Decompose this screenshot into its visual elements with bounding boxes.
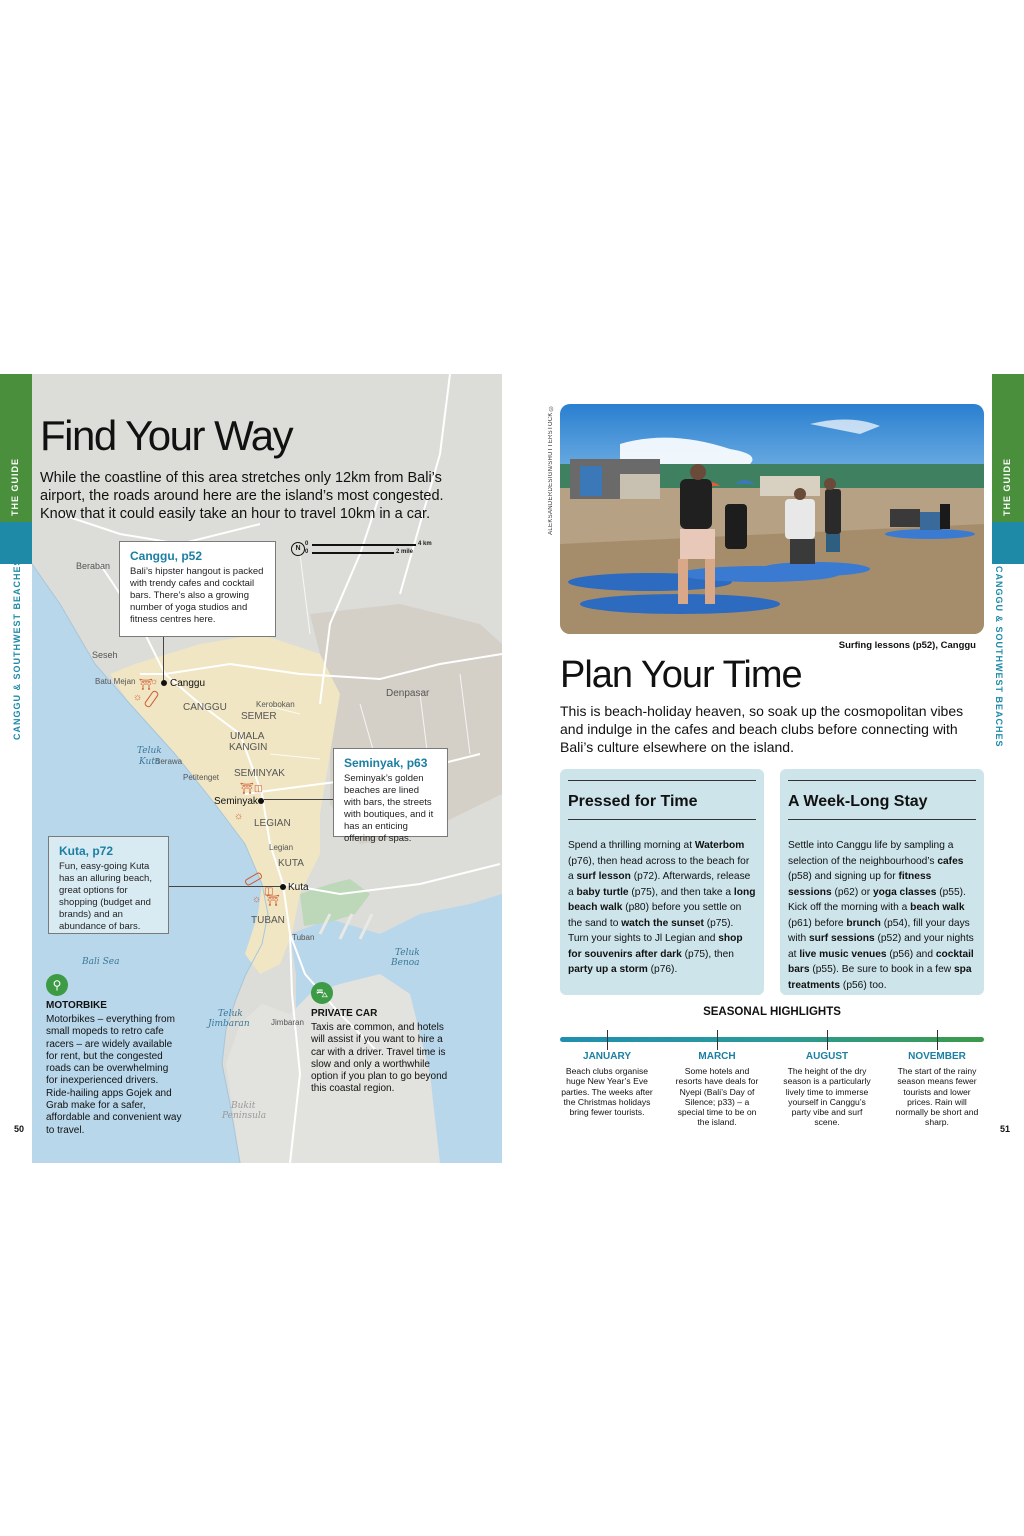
map-label-teluk-benoa-2: Benoa [391, 958, 420, 968]
timeline-tick [607, 1030, 608, 1050]
map-label-teluk-jimbaran-1: Teluk [218, 1009, 243, 1019]
map-marker-kuta [280, 884, 286, 890]
callout-kuta-title: Kuta, p72 [59, 844, 114, 858]
car-title: PRIVATE CAR [311, 1008, 378, 1019]
map-label-berawa: Berawa [155, 757, 183, 766]
season-month-august: AUGUST [805, 1051, 849, 1062]
body-text: (p62) or [831, 886, 873, 898]
body-text: Settle into Canggu life by sampling a selection of the neighbourhood’s [788, 840, 954, 867]
map-label-teluk-kuta-2: Kuta [139, 757, 161, 767]
map-label-kerobokan: Kerobokan [256, 700, 295, 709]
page-number-right: 51 [1000, 1124, 1011, 1134]
season-month-november: NOVEMBER [908, 1051, 966, 1062]
body-text: (p55). Kick off the morning with a [788, 886, 966, 913]
highlight-text: brunch [846, 917, 881, 929]
guide-tab-right [992, 374, 1024, 522]
sun-icon: ☼ [133, 692, 143, 703]
callout-seminyak-leader [264, 799, 333, 800]
scale-bar-km [312, 544, 416, 546]
map-marker-canggu [161, 680, 167, 686]
body-text: (p80) before you settle on the sand to [568, 902, 742, 929]
highlight-text: beach walk [910, 902, 965, 913]
body-text: (p72). Afterwards, release a [568, 871, 751, 898]
map-label-kuta-area: KUTA [278, 858, 304, 869]
timeline-tick [827, 1030, 828, 1050]
season-desc-november: The start of the rainy season means fewer tourists and lower prices. Rain will normally be short and sharp. [895, 1066, 979, 1128]
sun-icon: ☼ [234, 811, 244, 822]
timeline-tick [937, 1030, 938, 1050]
map-label-seminyak-town: Seminyak [214, 796, 258, 807]
season-desc-august: The height of the dry season is a particularly lively time to immerse yourself in Canggu’s party vibe and surf scene. [783, 1066, 871, 1128]
sun-icon: ☼ [252, 894, 262, 905]
motorbike-body: Motorbikes – everything from small mopeds to retro cafe racers – are widely available for rent, but the congested roads can be overwhelming for inexperienced drivers. Ride-hailing apps Gojek and Grab make for a safer, affordable and convenient way to travel. [46, 1014, 182, 1136]
week-long-stay-box [780, 769, 984, 995]
temple-icon: ⛩ [266, 895, 280, 907]
season-month-march: MARCH [698, 1051, 736, 1062]
callout-kuta [48, 836, 169, 934]
plan-title: Plan Your Time [560, 654, 802, 696]
body-text: (p55). Be sure to book in a few [809, 964, 954, 975]
callout-kuta-body: Fun, easy-going Kuta has an alluring beach, great options for shopping (budget and brands) and an abundance of bars. [59, 861, 152, 932]
map-label-seseh: Seseh [92, 650, 118, 660]
guide-tab-label: THE GUIDE [10, 457, 20, 516]
photo-caption: Surfing lessons (p52), Canggu [838, 640, 976, 651]
highlight-text: yoga classes [872, 886, 937, 898]
season-timeline-bar [560, 1037, 984, 1042]
car-icon: ⛍ [311, 982, 333, 1004]
motorbike-icon: ⚲ [46, 974, 68, 996]
highlight-text: shop for souvenirs after dark [568, 933, 743, 960]
surfing-lesson-photo [560, 404, 984, 634]
seasonal-highlights-title: SEASONAL HIGHLIGHTS [703, 1006, 841, 1018]
highlight-text: watch the sunset [621, 917, 704, 929]
car-body: Taxis are common, and hotels will assist if you want to hire a car with a driver. Travel time is slow and only a worthwhile option if you plan to go beyond this coastal region. [311, 1022, 448, 1095]
season-desc-january: Beach clubs organise huge New Year’s Eve parties. The weeks after the Christmas holidays bring fewer tourists. [561, 1066, 653, 1118]
callout-seminyak-title: Seminyak, p63 [344, 756, 428, 770]
callout-seminyak-body: Seminyak’s golden beaches are lined with bars, the streets with boutiques, and it has an enticing offering of spas. [344, 773, 434, 844]
page-number-left: 50 [14, 1124, 25, 1134]
highlight-text: cocktail bars [788, 948, 974, 975]
sun-icon: ☼ [150, 676, 159, 686]
body-text: (p56) too. [840, 979, 887, 991]
box-rule-top [788, 780, 976, 781]
body-text: (p56) and [886, 948, 936, 960]
body-text: (p76). [647, 964, 678, 975]
scale-mile-label: 2 mile [396, 549, 414, 555]
highlight-text: live music venues [799, 948, 887, 960]
map-marker-seminyak [258, 798, 264, 804]
highlight-text: party up a storm [568, 964, 648, 975]
plan-intro: This is beach-holiday heaven, so soak up the cosmopolitan vibes and indulge in the cafes and beach clubs before connecting with Bali’s culture elsewhere on the island. [560, 703, 964, 755]
map-label-batu-mejan: Batu Mejan [95, 677, 136, 686]
map-label-bali-sea: Bali Sea [82, 957, 120, 967]
map-label-legian-town: Legian [269, 843, 294, 852]
pressed-for-time-box [560, 769, 764, 995]
highlight-text: surf sessions [808, 933, 875, 944]
map-label-legian-area: LEGIAN [254, 818, 291, 829]
season-month-january: JANUARY [583, 1051, 631, 1062]
intro-text: While the coastline of this area stretches only 12km from Bali’s airport, the roads around here are the island’s most congested. Know that it could easily take an hour to travel 10km in a car. [40, 470, 444, 522]
scale-zero-mile: 0 [305, 549, 309, 555]
callout-canggu-leader [163, 637, 164, 683]
highlight-text: Waterbom [694, 840, 745, 851]
callout-seminyak [333, 748, 448, 844]
chapter-side-label: CANGGU & SOUTHWEST BEACHES [12, 558, 22, 740]
week-body [788, 838, 976, 993]
scale-km-label: 4 km [418, 541, 432, 547]
week-heading: A Week-Long Stay [788, 793, 928, 810]
map-label-petitenget: Petitenget [183, 773, 220, 782]
temple-icon: ⛩ [240, 783, 254, 795]
timeline-tick [717, 1030, 718, 1050]
map-label-beraban: Beraban [76, 561, 111, 571]
box-rule-top [568, 780, 756, 781]
highlight-text: long beach walk [568, 886, 756, 913]
highlight-text: baby turtle [576, 886, 629, 898]
body-text: (p75), and then take a [628, 886, 734, 898]
map-label-tuban-town: Tuban [292, 933, 315, 942]
body-text: (p52) and your nights at [788, 933, 974, 960]
callout-canggu-body: Bali’s hipster hangout is packed with trendy cafes and cocktail bars. There’s also a growing number of yoga studios and fitness centres here. [130, 566, 264, 625]
highlight-text: surf lesson [576, 871, 631, 882]
map-label-canggu-town: Canggu [170, 678, 206, 689]
map-label-umala: UMALA [230, 731, 265, 742]
map-label-teluk-benoa-1: Teluk [395, 948, 420, 958]
season-desc-march: Some hotels and resorts have deals for Nyepi (Bali’s Day of Silence; p33) – a special time to be on the island. [675, 1066, 759, 1128]
map-label-denpasar: Denpasar [386, 688, 430, 699]
guide-tab [0, 374, 32, 522]
body-text: (p75). Turn your sights to Jl Legian and [568, 917, 734, 944]
photo-credit: ALEKSANDERDESIGN/SHUTTERSTOCK © [548, 404, 554, 535]
callout-canggu [119, 541, 276, 637]
body-text: (p61) before [788, 917, 847, 929]
pressed-body [568, 838, 756, 978]
callout-canggu-title: Canggu, p52 [130, 549, 203, 563]
body-text: (p75), then [681, 948, 734, 960]
map-label-seminyak-area: SEMINYAK [234, 768, 285, 779]
body-text: (p58) and signing up for [788, 871, 899, 882]
scale-zero-km: 0 [305, 541, 309, 547]
map-label-teluk-jimbaran-2: Jimbaran [208, 1019, 250, 1029]
map-label-teluk-kuta-1: Teluk [137, 746, 162, 756]
page-title: Find Your Way [40, 412, 293, 459]
map-label-kuta-town: Kuta [288, 882, 309, 893]
body-text: (p54), fill your days with [788, 917, 970, 944]
motorbike-title: MOTORBIKE [46, 1000, 107, 1011]
temple-icon: ⛩ [139, 679, 153, 691]
highlight-text: cafes [937, 855, 964, 867]
box-rule-bottom [568, 819, 756, 820]
map-label-bukit-1: Bukit [231, 1101, 256, 1111]
map-label-semer: SEMER [241, 711, 277, 722]
pressed-heading: Pressed for Time [568, 793, 698, 810]
map-label-tuban-area: TUBAN [251, 915, 285, 926]
chapter-side-label-right: CANGGU & SOUTHWEST BEACHES [994, 566, 1004, 748]
body-text: Spend a thrilling morning at [568, 840, 695, 851]
left-page [0, 374, 502, 1163]
highlight-text: spa treatments [788, 964, 972, 991]
guide-tab-right-label: THE GUIDE [1002, 457, 1012, 516]
shop-icon: ◫ [254, 783, 263, 793]
map-label-kangin: KANGIN [229, 742, 268, 753]
map-label-bukit-2: Peninsula [222, 1111, 267, 1121]
compass-icon: N [291, 542, 305, 556]
chapter-tab-right [992, 522, 1024, 564]
highlight-text: fitness sessions [788, 871, 932, 898]
body-text: (p76), then head across to the beach for a [568, 855, 750, 882]
box-rule-bottom [788, 819, 976, 820]
shop-icon: ◫ [264, 886, 274, 897]
map-label-canggu-area: CANGGU [183, 702, 227, 713]
map-label-jimbaran: Jimbaran [271, 1018, 304, 1027]
scale-bar-mile [312, 552, 394, 554]
